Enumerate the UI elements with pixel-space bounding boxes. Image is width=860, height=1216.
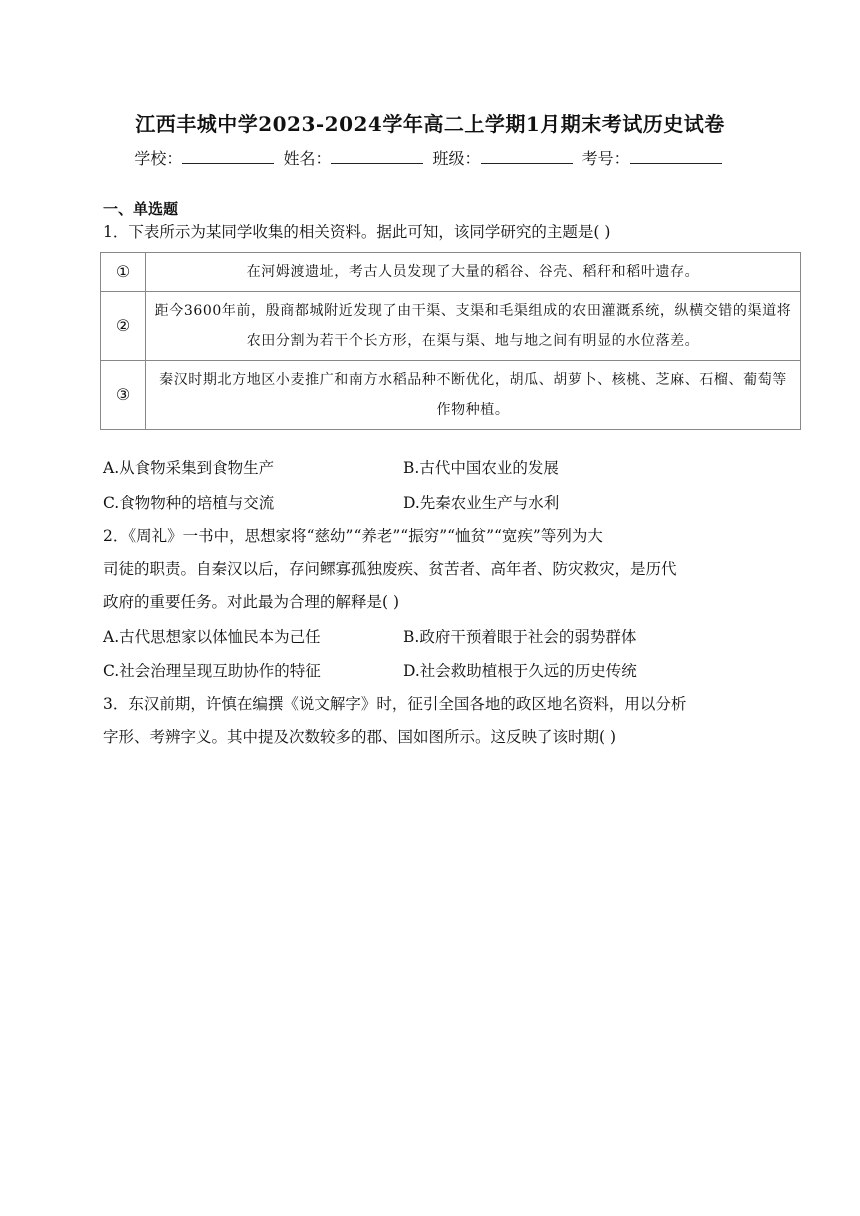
question-1-options-row-2 bbox=[103, 487, 763, 520]
question-1-stem: 1．下表所示为某同学收集的相关资料。据此可知，该同学研究的主题是( ) bbox=[103, 223, 611, 241]
name-label: 姓名： bbox=[283, 149, 332, 168]
question-2-options-row-2 bbox=[103, 655, 763, 688]
question-1-options-row-1 bbox=[103, 452, 763, 485]
row-text: 秦汉时期北方地区小麦推广和南方水稻品种不断优化，胡瓜、胡萝卜、核桃、芝麻、石榴、葡萄等作物种植。 bbox=[146, 361, 801, 430]
option-c[interactable]: C.社会治理呈现互助协作的特征 bbox=[103, 662, 321, 680]
question-2-options-row-1 bbox=[103, 621, 763, 654]
question-2-line-3: 政府的重要任务。对此最为合理的解释是( ) bbox=[103, 593, 400, 611]
table-row bbox=[101, 253, 801, 292]
row-number: ③ bbox=[101, 361, 146, 430]
school-blank[interactable] bbox=[182, 149, 274, 164]
question-2-stem bbox=[103, 520, 763, 619]
number-blank[interactable] bbox=[630, 149, 722, 164]
question-3-line-1: 3．东汉前期，许慎在编撰《说文解字》时，征引全国各地的政区地名资料，用以分析 bbox=[103, 695, 687, 713]
table-row bbox=[101, 361, 801, 430]
question-3-stem bbox=[103, 688, 763, 754]
row-number: ① bbox=[101, 253, 146, 292]
school-label: 学校： bbox=[134, 149, 183, 168]
row-text: 距今3600年前，殷商都城附近发现了由干渠、支渠和毛渠组成的农田灌溉系统，纵横交错的渠道将农田分割为若干个长方形，在渠与渠、地与地之间有明显的水位落差。 bbox=[146, 292, 801, 361]
question-2-line-2: 司徒的职责。自秦汉以后，存问鳏寡孤独废疾、贫苦者、高年者、防灾救灾，是历代 bbox=[103, 560, 677, 578]
question-1-source-table bbox=[100, 252, 801, 430]
option-d[interactable]: D.社会救助植根于久远的历史传统 bbox=[403, 662, 637, 680]
row-text: 在河姆渡遗址，考古人员发现了大量的稻谷、谷壳、稻秆和稻叶遗存。 bbox=[146, 253, 801, 292]
option-d[interactable]: D.先秦农业生产与水利 bbox=[403, 494, 560, 512]
exam-title: 江西丰城中学2023-2024学年高二上学期1月期末考试历史试卷 bbox=[135, 112, 725, 136]
name-blank[interactable] bbox=[331, 149, 423, 164]
option-a[interactable]: A.古代思想家以体恤民本为己任 bbox=[103, 628, 321, 646]
student-info-line bbox=[0, 146, 860, 169]
option-b[interactable]: B.古代中国农业的发展 bbox=[403, 459, 559, 477]
table-row bbox=[101, 292, 801, 361]
question-3-line-2: 字形、考辨字义。其中提及次数较多的郡、国如图所示。这反映了该时期( ) bbox=[103, 728, 617, 746]
class-blank[interactable] bbox=[481, 149, 573, 164]
row-number: ② bbox=[101, 292, 146, 361]
question-2-line-1: 2．《周礼》一书中，思想家将“慈幼”“养老”“振穷”“恤贫”“宽疾”等列为大 bbox=[103, 527, 603, 545]
number-label: 考号： bbox=[581, 149, 630, 168]
section-heading: 一、单选题 bbox=[103, 200, 179, 218]
option-a[interactable]: A.从食物采集到食物生产 bbox=[103, 459, 275, 477]
option-b[interactable]: B.政府干预着眼于社会的弱势群体 bbox=[403, 628, 637, 646]
class-label: 班级： bbox=[432, 149, 481, 168]
option-c[interactable]: C.食物物种的培植与交流 bbox=[103, 494, 275, 512]
